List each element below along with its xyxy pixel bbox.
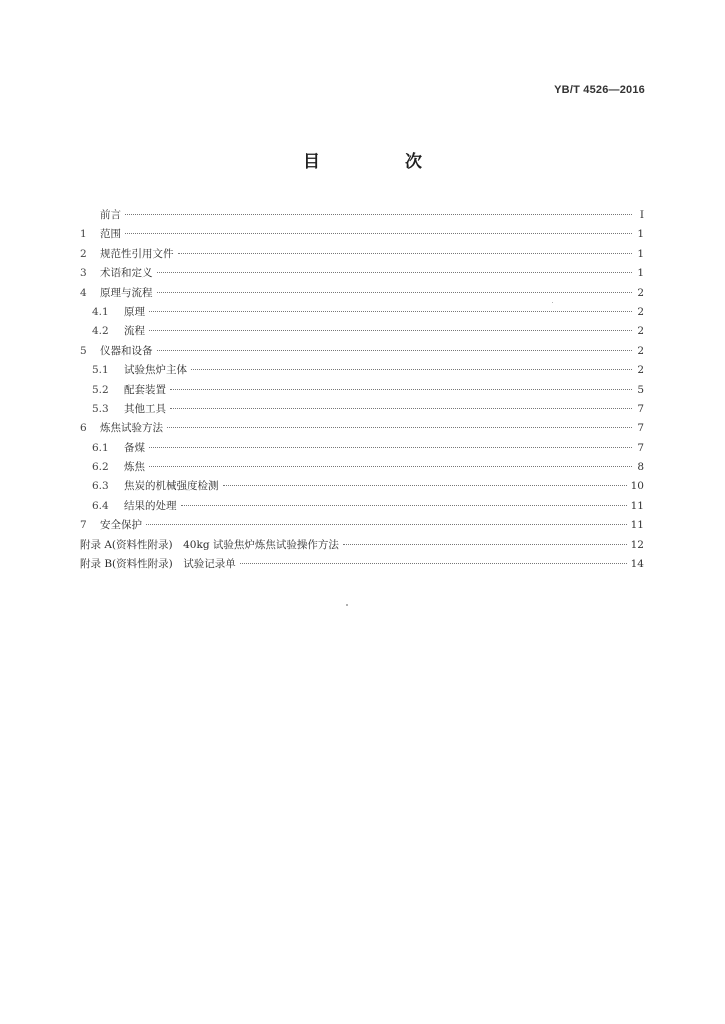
toc-entry-number: 5.3 [92,402,109,415]
toc-entry-title: 流程 [124,325,145,338]
toc-entry-title: 焦炭的机械强度检测 [124,480,219,493]
toc-entry-page: 12 [630,538,644,551]
toc-entry-number: 4.1 [92,305,109,318]
toc-dot-leader [157,272,633,273]
toc-entry-page: 7 [637,422,644,435]
toc-entry-page: 8 [637,461,644,474]
toc-dot-leader [223,485,627,486]
toc-entry-page: 2 [637,364,644,377]
toc-entry-page: 1 [637,228,644,241]
toc-entry-number: 4.2 [92,325,109,338]
toc-dot-leader [125,233,632,234]
toc-dot-leader [146,524,627,525]
toc-entry-title: 炼焦试验方法 [100,422,163,435]
toc-entry-title: 规范性引用文件 [100,247,174,260]
toc-dot-leader [181,505,627,506]
toc-entry[interactable] [80,342,644,361]
toc-dot-leader [191,369,632,370]
toc-entry-title: 术语和定义 [100,267,153,280]
toc-dot-leader [178,253,633,254]
toc-entry[interactable] [80,206,644,225]
toc-entry[interactable] [80,303,644,322]
toc-dot-leader [149,466,632,467]
toc-entry-page: 11 [630,519,644,532]
toc-entry-title: 附录 A(资料性附录) 40kg 试验焦炉炼焦试验操作方法 [80,538,339,551]
toc-dot-leader [157,350,633,351]
toc-entry-title: 前言 [100,209,121,221]
toc-entry[interactable] [80,284,644,303]
toc-entry[interactable] [80,555,644,574]
toc-dot-leader [343,544,627,545]
toc-entry[interactable] [80,322,644,341]
toc-entry-title: 原理与流程 [100,286,153,299]
toc-entry-title: 范围 [100,228,121,241]
toc-dot-leader [170,408,632,409]
toc-entry-page: 5 [637,383,644,396]
toc-entry[interactable] [80,497,644,516]
toc-entry-number: 6.3 [92,480,109,493]
toc-dot-leader [157,292,633,293]
toc-dot-leader [149,330,632,331]
toc-entry-number: 6.4 [92,499,109,512]
toc-entry[interactable] [80,536,644,555]
toc-entry-page: 2 [637,344,644,357]
toc-entry-number: 1 [80,228,87,241]
toc-entry-page: 10 [630,480,644,493]
toc-dot-leader [167,427,632,428]
toc-entry-title: 结果的处理 [124,499,177,512]
toc-entry[interactable] [80,245,644,264]
standard-code: YB/T 4526—2016 [554,84,645,96]
table-of-contents [80,206,644,574]
toc-entry-title: 试验焦炉主体 [124,364,187,377]
toc-entry-title: 备煤 [124,441,145,454]
toc-entry-number: 3 [80,267,87,280]
toc-entry-page: 2 [637,325,644,338]
toc-entry-title: 安全保护 [100,519,142,532]
toc-entry-title: 炼焦 [124,461,145,474]
toc-dot-leader [149,447,632,448]
scan-speck [346,604,348,606]
page-title: 目 次 [303,152,456,172]
toc-entry-page: 7 [637,441,644,454]
toc-entry[interactable] [80,361,644,380]
toc-entry-number: 4 [80,286,87,299]
toc-entry-title: 配套装置 [124,383,166,396]
toc-entry[interactable] [80,400,644,419]
toc-entry-page: 2 [637,286,644,299]
toc-entry-title: 原理 [124,305,145,318]
toc-entry-number: 2 [80,247,87,260]
toc-entry-page: 1 [637,267,644,280]
toc-entry-page: Ⅰ [639,209,644,221]
toc-entry[interactable] [80,264,644,283]
toc-entry-number: 6.2 [92,461,109,474]
toc-entry-title: 其他工具 [124,402,166,415]
toc-entry-page: 11 [630,499,644,512]
toc-entry-number: 5 [80,344,87,357]
toc-entry[interactable] [80,439,644,458]
toc-dot-leader [170,389,632,390]
toc-dot-leader [125,214,632,215]
toc-entry[interactable] [80,458,644,477]
toc-entry-page: 2 [637,305,644,318]
toc-entry[interactable] [80,477,644,496]
toc-entry[interactable] [80,516,644,535]
toc-entry-title: 附录 B(资料性附录) 试验记录单 [80,558,236,571]
toc-dot-leader [240,563,627,564]
scan-speck [552,302,553,303]
toc-entry-page: 14 [630,558,644,571]
toc-entry-number: 6 [80,422,87,435]
toc-entry-number: 5.2 [92,383,109,396]
toc-entry-number: 7 [80,519,87,532]
toc-entry[interactable] [80,225,644,244]
toc-entry-number: 5.1 [92,364,109,377]
toc-entry-page: 1 [637,247,644,260]
toc-dot-leader [149,311,632,312]
toc-entry-title: 仪器和设备 [100,344,153,357]
toc-entry-page: 7 [637,402,644,415]
toc-entry[interactable] [80,381,644,400]
toc-entry-number: 6.1 [92,441,109,454]
toc-entry[interactable] [80,419,644,438]
